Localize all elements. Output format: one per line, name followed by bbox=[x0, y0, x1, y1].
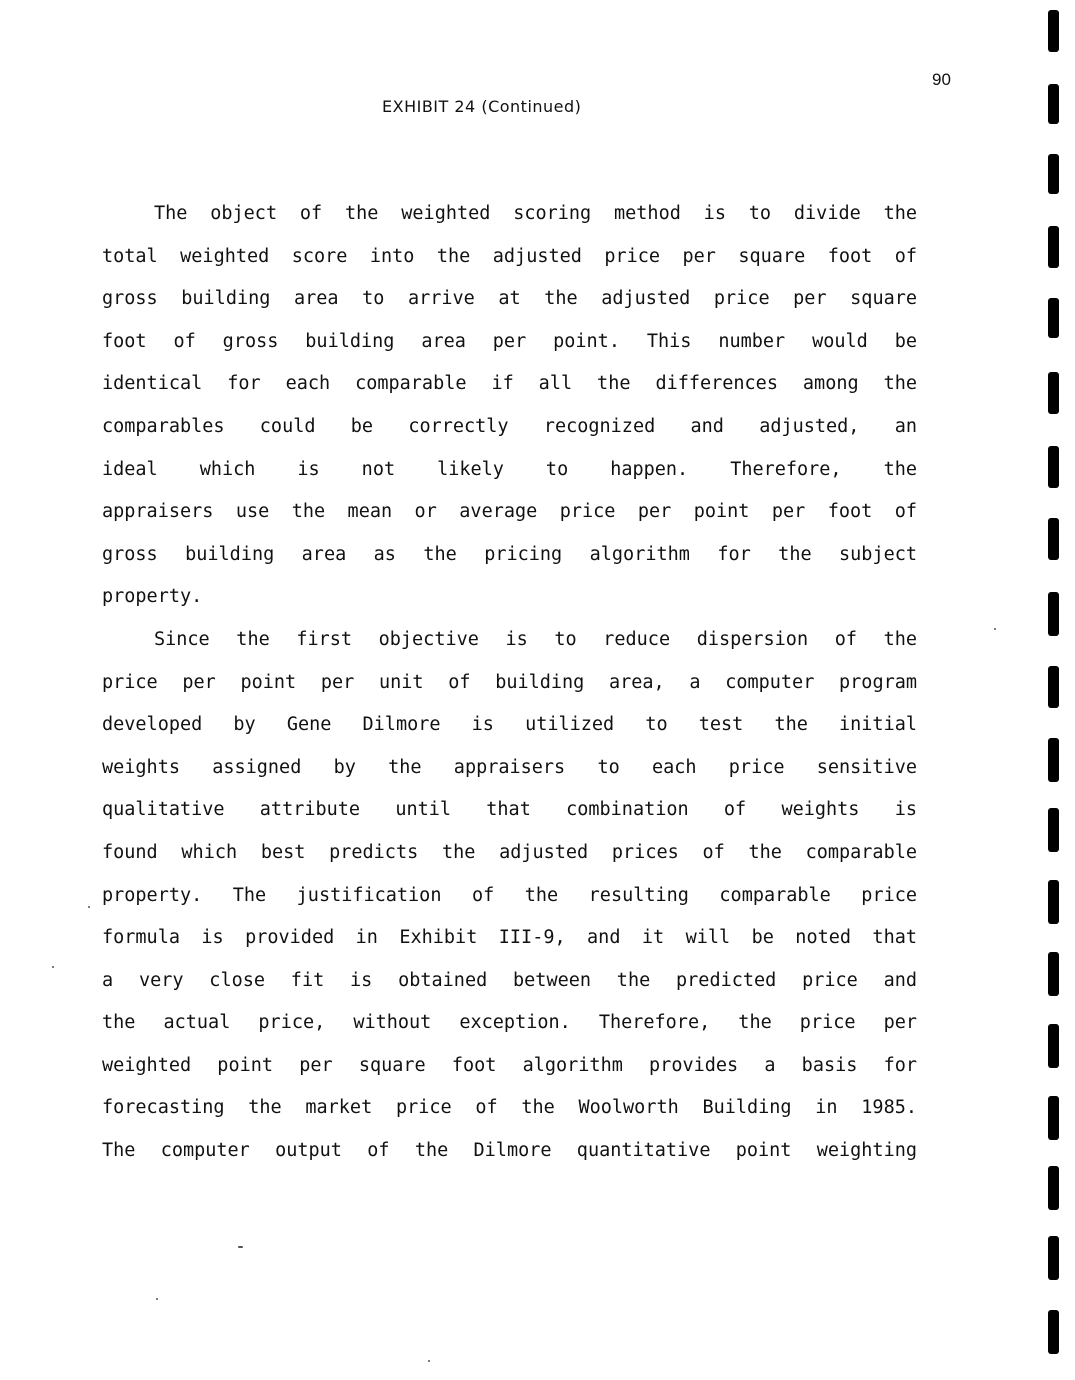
scan-mark bbox=[1048, 298, 1059, 338]
body-text bbox=[102, 193, 917, 1173]
text-line: gross building area as the pricing algorithm for the subject bbox=[102, 543, 917, 565]
page-number: 90 bbox=[932, 70, 951, 89]
text-line: appraisers use the mean or average price per point per foot of bbox=[102, 501, 917, 523]
text-line: Since the first objective is to reduce dispersion of the bbox=[154, 628, 917, 650]
scan-speck bbox=[238, 1246, 243, 1248]
text-line: weights assigned by the appraisers to each price sensitive bbox=[102, 756, 917, 778]
text-line: foot of gross building area per point. This number would be bbox=[102, 330, 917, 352]
scan-mark bbox=[1048, 1024, 1059, 1068]
scan-mark bbox=[1048, 446, 1059, 488]
text-line: a very close fit is obtained between the predicted price and bbox=[102, 969, 917, 991]
text-line: qualitative attribute until that combination of weights is bbox=[102, 799, 917, 821]
scan-mark bbox=[1048, 880, 1059, 924]
text-line: forecasting the market price of the Woolworth Building in 1985. bbox=[102, 1097, 917, 1119]
text-line: found which best predicts the adjusted prices of the comparable bbox=[102, 841, 917, 863]
text-line: developed by Gene Dilmore is utilized to test the initial bbox=[102, 714, 917, 736]
text-line: weighted point per square foot algorithm provides a basis for bbox=[102, 1054, 917, 1076]
scan-speck bbox=[994, 628, 996, 630]
scan-mark bbox=[1048, 952, 1059, 996]
scan-mark bbox=[1048, 372, 1059, 414]
text-line: The object of the weighted scoring method is to divide the bbox=[154, 203, 917, 224]
text-line: total weighted score into the adjusted price per square foot of bbox=[102, 245, 917, 267]
text-line: gross building area to arrive at the adjusted price per square bbox=[102, 288, 917, 310]
scan-mark bbox=[1048, 1166, 1059, 1210]
scan-mark bbox=[1048, 738, 1059, 782]
scan-mark bbox=[1048, 1236, 1059, 1280]
text-line: The computer output of the Dilmore quantitative point weighting bbox=[102, 1140, 917, 1162]
scan-mark bbox=[1048, 592, 1059, 636]
text-line: formula is provided in Exhibit III-9, and it will be noted that bbox=[102, 927, 917, 949]
text-line: property. The justification of the resulting comparable price bbox=[102, 884, 917, 906]
scan-mark bbox=[1048, 518, 1059, 560]
text-line: comparables could be correctly recognized and adjusted, an bbox=[102, 415, 917, 437]
scan-mark bbox=[1048, 226, 1059, 268]
scan-mark bbox=[1048, 154, 1059, 194]
scan-speck bbox=[156, 1298, 158, 1300]
scan-speck bbox=[88, 906, 90, 908]
text-line: price per point per unit of building area, a computer program bbox=[102, 671, 917, 693]
text-line: ideal which is not likely to happen. Therefore, the bbox=[102, 458, 917, 480]
scan-mark bbox=[1048, 1310, 1059, 1354]
scan-speck bbox=[428, 1360, 430, 1362]
exhibit-heading: EXHIBIT 24 (Continued) bbox=[382, 97, 582, 116]
scan-speck bbox=[52, 966, 54, 968]
scan-mark bbox=[1048, 666, 1059, 708]
text-line: property. bbox=[102, 586, 203, 608]
scan-mark bbox=[1048, 10, 1059, 52]
scan-margin-marks bbox=[1044, 0, 1064, 1380]
text-line: the actual price, without exception. Therefore, the price per bbox=[102, 1012, 917, 1034]
text-line: identical for each comparable if all the differences among the bbox=[102, 373, 917, 395]
scan-mark bbox=[1048, 1096, 1059, 1140]
scan-mark bbox=[1048, 808, 1059, 852]
scan-mark bbox=[1048, 84, 1059, 124]
